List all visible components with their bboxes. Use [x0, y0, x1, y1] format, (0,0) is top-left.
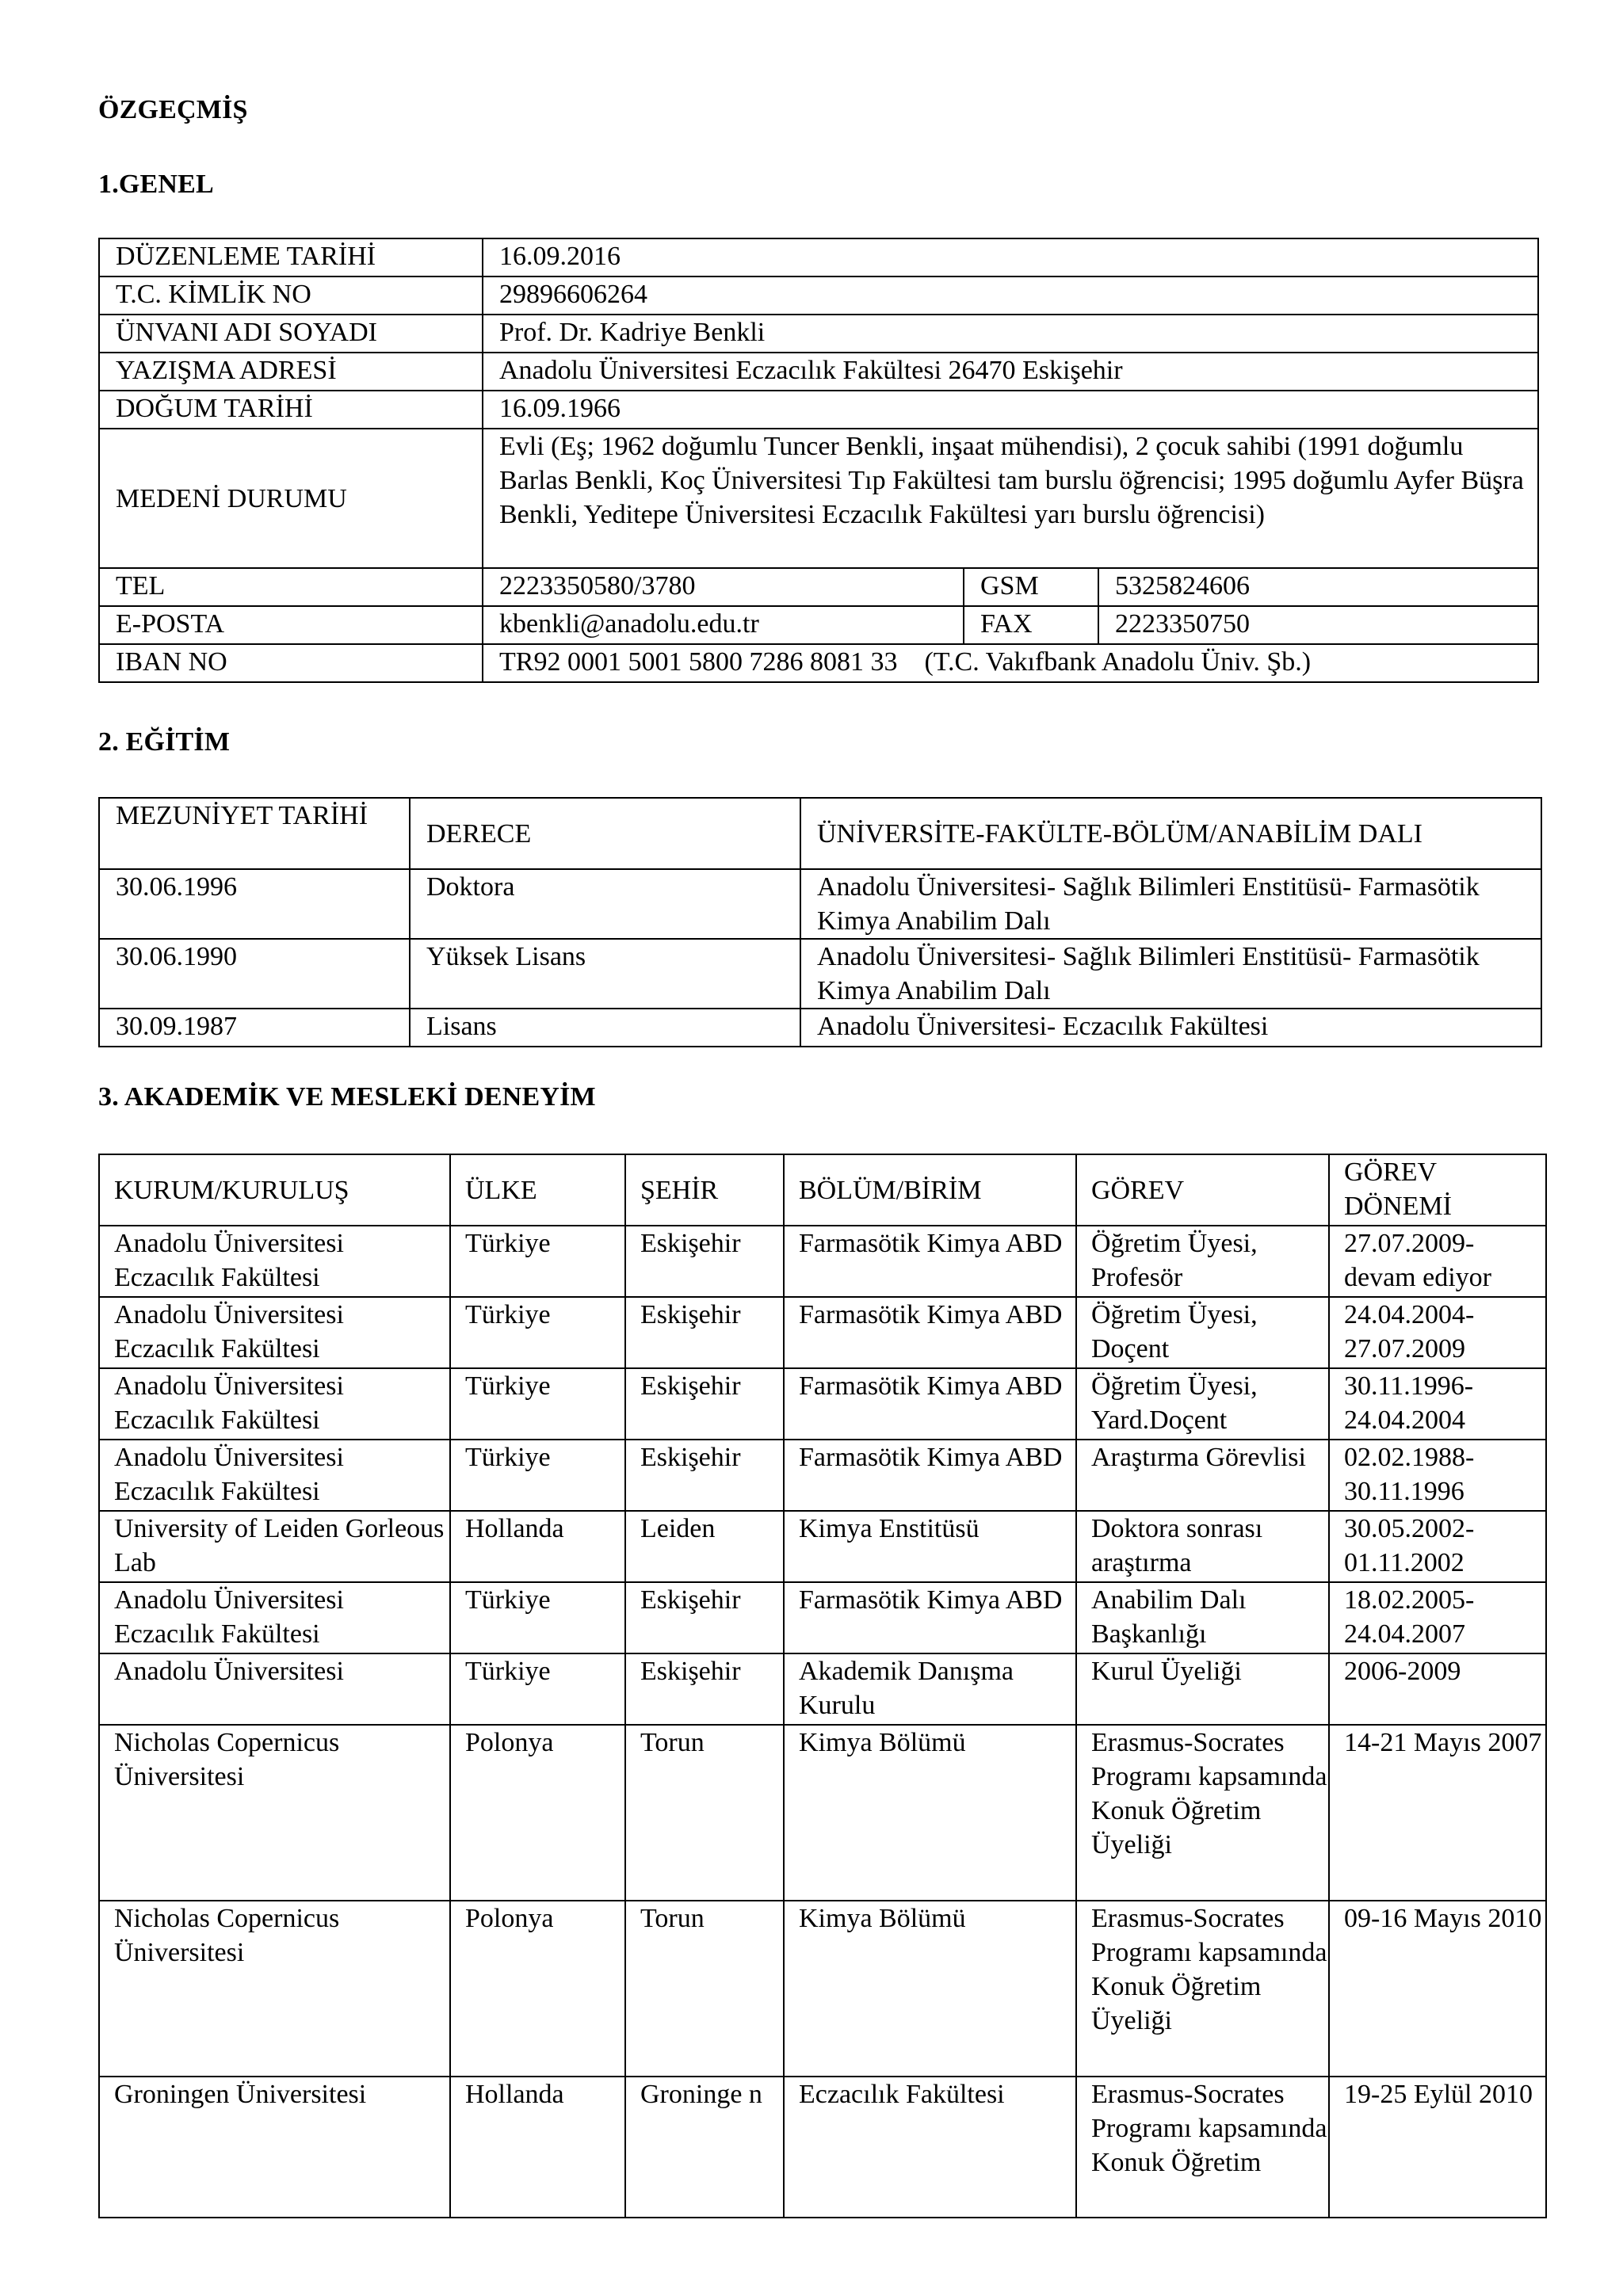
table-row	[99, 1440, 1546, 1511]
header-cell: DERECE	[410, 798, 800, 869]
table-row	[99, 353, 1538, 391]
period-cell: 02.02.1988- 30.11.1996	[1329, 1440, 1546, 1511]
institution-cell: University of Leiden Gorleous Lab	[99, 1511, 450, 1582]
value-cell: 29896606264	[483, 277, 1538, 315]
degree-cell: Doktora	[410, 869, 800, 939]
position-cell: Erasmus-Socrates Programı kapsamında Konuk Öğretim Üyeliği	[1076, 1725, 1329, 1901]
institution-cell: Anadolu Üniversitesi- Sağlık Bilimleri Enstitüsü- Farmasötik Kimya Anabilim Dalı	[800, 869, 1541, 939]
unit-cell: Farmasötik Kimya ABD	[784, 1582, 1076, 1653]
table-row	[99, 1725, 1546, 1901]
country-cell: Hollanda	[450, 1511, 625, 1582]
city-cell: Torun	[625, 1901, 784, 2077]
position-cell: Anabilim Dalı Başkanlığı	[1076, 1582, 1329, 1653]
table-row	[99, 2077, 1546, 2218]
institution-cell: Anadolu Üniversitesi Eczacılık Fakültesi	[99, 1582, 450, 1653]
country-cell: Polonya	[450, 1725, 625, 1901]
city-cell: Eskişehir	[625, 1653, 784, 1725]
period-cell: 30.11.1996- 24.04.2004	[1329, 1368, 1546, 1440]
city-cell: Eskişehir	[625, 1368, 784, 1440]
label-cell: YAZIŞMA ADRESİ	[99, 353, 483, 391]
unit-cell: Eczacılık Fakültesi	[784, 2077, 1076, 2218]
institution-cell: Groningen Üniversitesi	[99, 2077, 450, 2218]
header-cell: ŞEHİR	[625, 1154, 784, 1226]
country-cell: Türkiye	[450, 1582, 625, 1653]
label-cell: E-POSTA	[99, 606, 483, 644]
value-cell: Prof. Dr. Kadriye Benkli	[483, 315, 1538, 353]
value-cell: Anadolu Üniversitesi Eczacılık Fakültesi 26470 Eskişehir	[483, 353, 1538, 391]
table-row	[99, 606, 1538, 644]
table-row	[99, 568, 1538, 606]
value-cell: kbenkli@anadolu.edu.tr	[483, 606, 964, 644]
unit-cell: Kimya Bölümü	[784, 1901, 1076, 2077]
header-cell: GÖREV DÖNEMİ	[1329, 1154, 1546, 1226]
section-heading-experience: 3. AKADEMİK VE MESLEKİ DENEYİM	[98, 1082, 596, 1112]
label-cell: ÜNVANI ADI SOYADI	[99, 315, 483, 353]
institution-cell: Anadolu Üniversitesi- Eczacılık Fakültesi	[800, 1009, 1541, 1047]
position-cell: Kurul Üyeliği	[1076, 1653, 1329, 1725]
period-cell: 2006-2009	[1329, 1653, 1546, 1725]
label-cell: TEL	[99, 568, 483, 606]
header-cell: KURUM/KURULUŞ	[99, 1154, 450, 1226]
unit-cell: Kimya Bölümü	[784, 1725, 1076, 1901]
degree-cell: Lisans	[410, 1009, 800, 1047]
table-header-row	[99, 1154, 1546, 1226]
table-row	[99, 1582, 1546, 1653]
label-cell: MEDENİ DURUMU	[99, 429, 483, 568]
position-cell: Öğretim Üyesi, Doçent	[1076, 1297, 1329, 1368]
institution-cell: Anadolu Üniversitesi- Sağlık Bilimleri Enstitüsü- Farmasötik Kimya Anabilim Dalı	[800, 939, 1541, 1009]
table-row	[99, 939, 1541, 1009]
table-row	[99, 1226, 1546, 1297]
label-cell: IBAN NO	[99, 644, 483, 682]
position-cell: Erasmus-Socrates Programı kapsamında Konuk Öğretim	[1076, 2077, 1329, 2218]
header-cell: ÜLKE	[450, 1154, 625, 1226]
table-row	[99, 869, 1541, 939]
table-row	[99, 429, 1538, 568]
value-cell: 5325824606	[1098, 568, 1538, 606]
table-row	[99, 315, 1538, 353]
table-row	[99, 1009, 1541, 1047]
value-cell: 2223350580/3780	[483, 568, 964, 606]
city-cell: Torun	[625, 1725, 784, 1901]
general-info-table	[98, 238, 1539, 683]
period-cell: 27.07.2009- devam ediyor	[1329, 1226, 1546, 1297]
table-row	[99, 1368, 1546, 1440]
position-cell: Doktora sonrası araştırma	[1076, 1511, 1329, 1582]
table-row	[99, 238, 1538, 277]
position-cell: Öğretim Üyesi, Yard.Doçent	[1076, 1368, 1329, 1440]
city-cell: Leiden	[625, 1511, 784, 1582]
label-cell: DOĞUM TARİHİ	[99, 391, 483, 429]
document-title: ÖZGEÇMİŞ	[98, 95, 248, 124]
period-cell: 19-25 Eylül 2010	[1329, 2077, 1546, 2218]
country-cell: Türkiye	[450, 1440, 625, 1511]
value-cell: 16.09.2016	[483, 238, 1538, 277]
city-cell: Eskişehir	[625, 1582, 784, 1653]
label-cell: T.C. KİMLİK NO	[99, 277, 483, 315]
country-cell: Türkiye	[450, 1226, 625, 1297]
city-cell: Groninge n	[625, 2077, 784, 2218]
institution-cell: Anadolu Üniversitesi	[99, 1653, 450, 1725]
label-cell: GSM	[964, 568, 1098, 606]
unit-cell: Farmasötik Kimya ABD	[784, 1226, 1076, 1297]
unit-cell: Kimya Enstitüsü	[784, 1511, 1076, 1582]
label-cell: DÜZENLEME TARİHİ	[99, 238, 483, 277]
value-cell: 2223350750	[1098, 606, 1538, 644]
experience-table	[98, 1154, 1547, 2218]
value-cell: Evli (Eş; 1962 doğumlu Tuncer Benkli, inşaat mühendisi), 2 çocuk sahibi (1991 doğumlu Barlas Benkli, Koç Üniversitesi Tıp Fakültesi tam burslu öğrencisi; 1995 doğumlu Ayfer Büşra Benkli, Yeditepe Üniversitesi Eczacılık Fakültesi yarı burslu öğrencisi)	[483, 429, 1538, 568]
country-cell: Türkiye	[450, 1368, 625, 1440]
table-row	[99, 644, 1538, 682]
label-cell: FAX	[964, 606, 1098, 644]
institution-cell: Anadolu Üniversitesi Eczacılık Fakültesi	[99, 1297, 450, 1368]
city-cell: Eskişehir	[625, 1226, 784, 1297]
header-cell: MEZUNİYET TARİHİ	[99, 798, 410, 869]
period-cell: 18.02.2005- 24.04.2007	[1329, 1582, 1546, 1653]
city-cell: Eskişehir	[625, 1297, 784, 1368]
header-cell: BÖLÜM/BİRİM	[784, 1154, 1076, 1226]
position-cell: Erasmus-Socrates Programı kapsamında Konuk Öğretim Üyeliği	[1076, 1901, 1329, 2077]
country-cell: Türkiye	[450, 1653, 625, 1725]
section-heading-general: 1.GENEL	[98, 170, 214, 199]
position-cell: Öğretim Üyesi, Profesör	[1076, 1226, 1329, 1297]
header-cell: GÖREV	[1076, 1154, 1329, 1226]
unit-cell: Farmasötik Kimya ABD	[784, 1368, 1076, 1440]
table-row	[99, 1297, 1546, 1368]
country-cell: Polonya	[450, 1901, 625, 2077]
period-cell: 14-21 Mayıs 2007	[1329, 1725, 1546, 1901]
table-row	[99, 391, 1538, 429]
institution-cell: Anadolu Üniversitesi Eczacılık Fakültesi	[99, 1440, 450, 1511]
unit-cell: Farmasötik Kimya ABD	[784, 1297, 1076, 1368]
unit-cell: Akademik Danışma Kurulu	[784, 1653, 1076, 1725]
period-cell: 09-16 Mayıs 2010	[1329, 1901, 1546, 2077]
date-cell: 30.09.1987	[99, 1009, 410, 1047]
section-heading-education: 2. EĞİTİM	[98, 727, 231, 757]
position-cell: Araştırma Görevlisi	[1076, 1440, 1329, 1511]
institution-cell: Anadolu Üniversitesi Eczacılık Fakültesi	[99, 1368, 450, 1440]
table-row	[99, 1653, 1546, 1725]
date-cell: 30.06.1996	[99, 869, 410, 939]
unit-cell: Farmasötik Kimya ABD	[784, 1440, 1076, 1511]
table-header-row	[99, 798, 1541, 869]
city-cell: Eskişehir	[625, 1440, 784, 1511]
table-row	[99, 277, 1538, 315]
period-cell: 30.05.2002- 01.11.2002	[1329, 1511, 1546, 1582]
value-cell: TR92 0001 5001 5800 7286 8081 33 (T.C. Vakıfbank Anadolu Üniv. Şb.)	[483, 644, 1538, 682]
date-cell: 30.06.1990	[99, 939, 410, 1009]
education-table	[98, 797, 1542, 1047]
country-cell: Hollanda	[450, 2077, 625, 2218]
institution-cell: Nicholas Copernicus Üniversitesi	[99, 1901, 450, 2077]
header-cell: ÜNİVERSİTE-FAKÜLTE-BÖLÜM/ANABİLİM DALI	[800, 798, 1541, 869]
period-cell: 24.04.2004- 27.07.2009	[1329, 1297, 1546, 1368]
value-cell: 16.09.1966	[483, 391, 1538, 429]
degree-cell: Yüksek Lisans	[410, 939, 800, 1009]
table-row	[99, 1901, 1546, 2077]
institution-cell: Anadolu Üniversitesi Eczacılık Fakültesi	[99, 1226, 450, 1297]
table-row	[99, 1511, 1546, 1582]
country-cell: Türkiye	[450, 1297, 625, 1368]
institution-cell: Nicholas Copernicus Üniversitesi	[99, 1725, 450, 1901]
